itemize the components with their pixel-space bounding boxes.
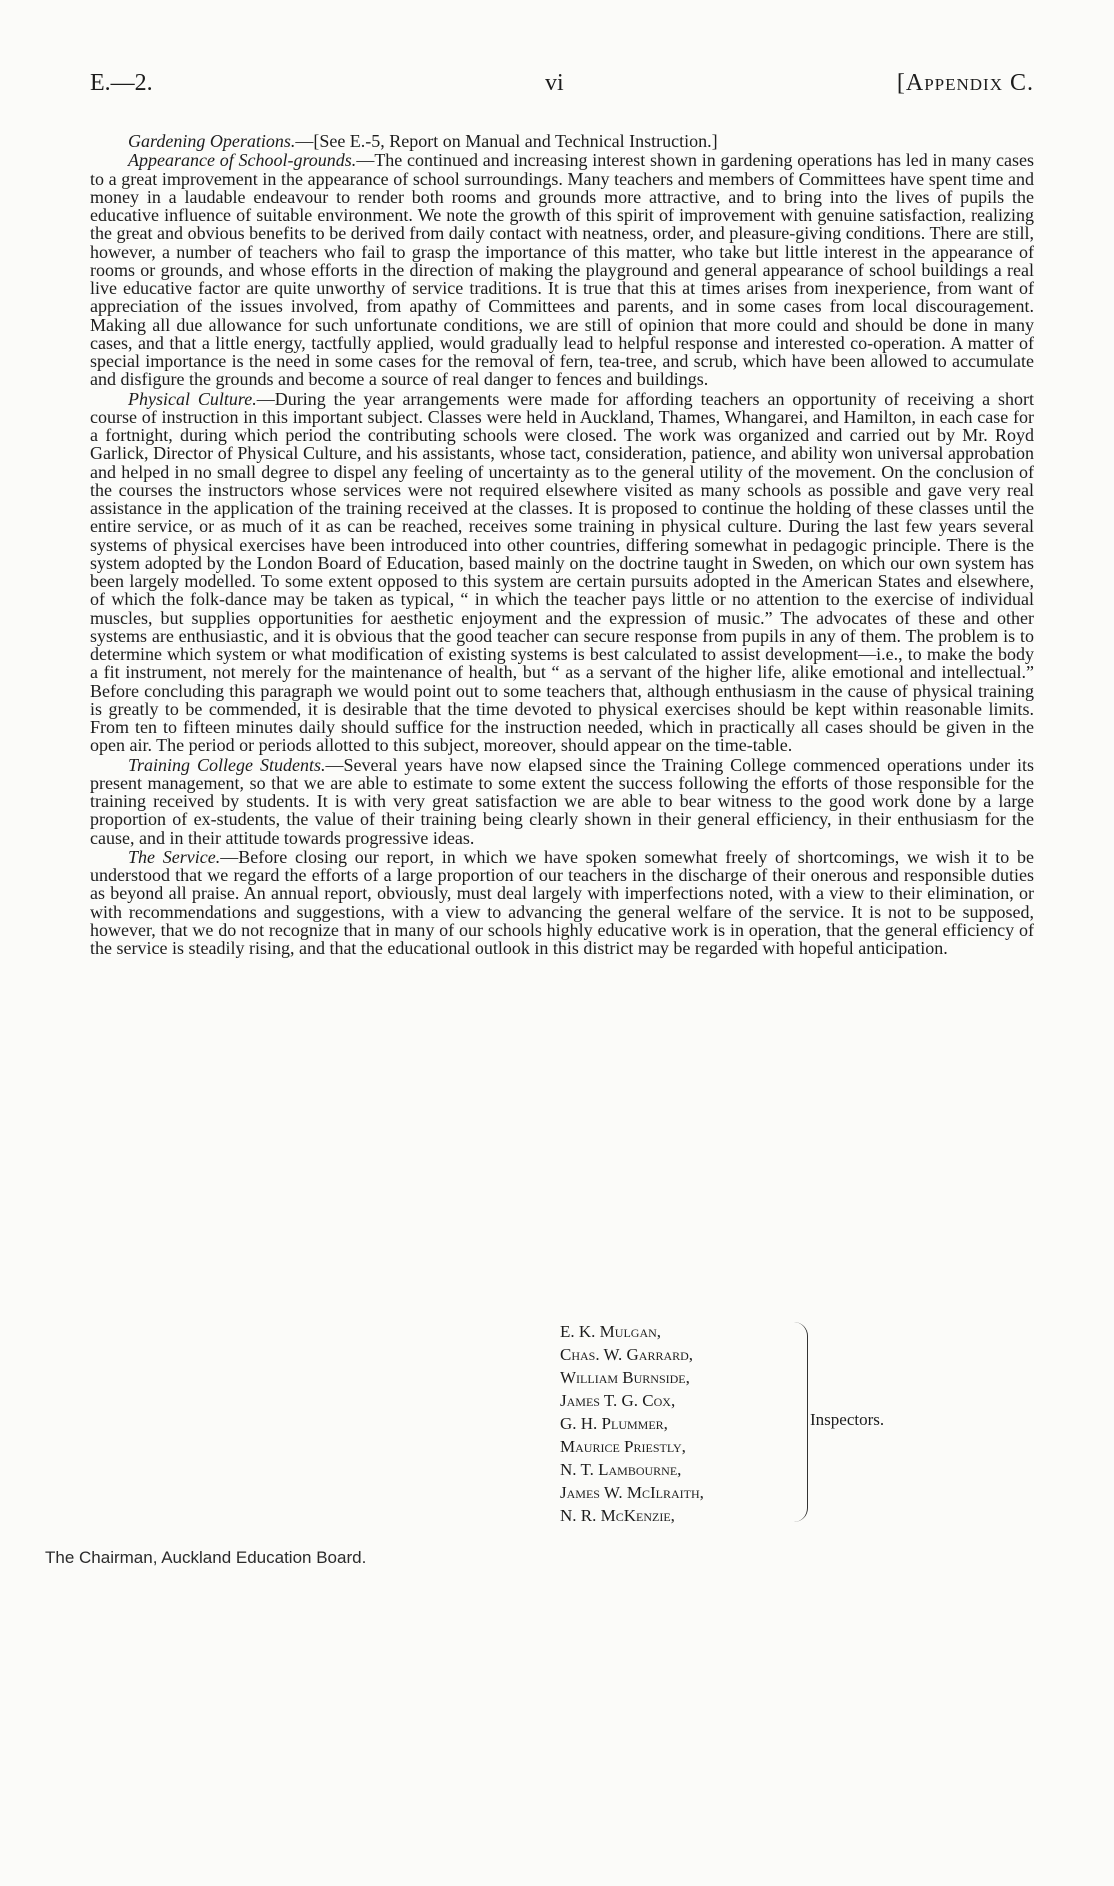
paragraph-text: —Several years have now elapsed since the Training College commenced operations under its present management, so that we are able to estimate to some extent the success following the efforts of those responsible for the training received by students. It is with very great satisfaction we are able to bear witness to the good work done by a large proportion of ex-students, the value of their training being clearly shown in their general efficiency, in their enthusiasm for the cause, and in their attitude towards progressive ideas. xyxy=(90,754,1034,848)
paragraph-heading: Physical Culture. xyxy=(128,388,257,409)
paragraph-text: —Before closing our report, in which we have spoken somewhat freely of shortcomings, we wish it to be understood that we regard the efforts of a large proportion of our teachers in the discharge of their onerous and responsible duties as beyond all praise. An annual report, obviously, must deal largely with imperfections noted, with a view to their elimination, or with recommendations and suggestions, with a view to advancing the general welfare of the service. It is not to be supposed, however, that we do not recognize that in many of our schools highly educative work is in operation, that the general efficiency of the service is steadily rising, and that the educational outlook in this district may be regarded with hopeful anticipation. xyxy=(90,846,1034,958)
addressee-line: The Chairman, Auckland Education Board. xyxy=(45,1548,367,1567)
paragraph-text: —The continued and increasing interest shown in gardening operations has led in many cases to a great improvement in the appearance of school surroundings. Many teachers and members of Committees have spent time and money in a laudable endeavour to render both rooms and grounds more attractive, and to bring into the lives of pupils the educative influence of suitable environment. We note the growth of this spirit of improvement with genuine satisfaction, realizing the great and obvious benefits to be derived from daily contact with neatness, order, and pleasure-giving conditions. There are still, however, a number of teachers who fail to grasp the importance of this matter, who take but little interest in the appearance of rooms or grounds, and whose efforts in the direction of making the playground and general appearance of school buildings a real live educative factor are quite unworthy of service traditions. It is true that this at times arises from inexperience, from want of appreciation of the issues involved, from apathy of Committees and parents, and in some cases from local discouragement. Making all due allowance for such unfortunate conditions, we are still of opinion that more could and should be done in many cases, and that a little energy, tactfully applied, would gradually lead to helpful response and interested co-operation. A matter of special importance is the need in some cases for the removal of fern, tea-tree, and scrub, which have been allowed to accumulate and disfigure the grounds and become a source of real danger to fences and buildings. xyxy=(90,150,1034,390)
signatory-name: N. T. Lambourne, xyxy=(560,1460,682,1479)
report-body xyxy=(90,132,1034,957)
paragraph-physical-culture xyxy=(90,390,1034,755)
paragraph-text: —[See E.-5, Report on Manual and Technical Instruction.] xyxy=(295,131,718,151)
signatory-name: James W. McIlraith, xyxy=(560,1483,704,1502)
document-code: E.—2. xyxy=(90,70,153,96)
paragraph-training-college xyxy=(90,756,1034,847)
paragraph-heading: Gardening Operations. xyxy=(128,131,296,151)
paragraph-service xyxy=(90,848,1034,958)
paragraph-heading: Appearance of School-grounds. xyxy=(128,150,357,171)
signatory-name: G. H. Plummer, xyxy=(560,1414,668,1433)
signatory-name: James T. G. Cox, xyxy=(560,1391,676,1410)
document-page xyxy=(90,70,1034,958)
signatory-name: E. K. Mulgan, xyxy=(560,1322,662,1341)
paragraph-school-grounds xyxy=(90,151,1034,388)
brace-bracket xyxy=(793,1322,808,1522)
paragraph-heading: Training College Students. xyxy=(128,754,326,775)
page-header xyxy=(90,70,1034,114)
paragraph-gardening xyxy=(90,132,1034,150)
appendix-label: [Appendix C. xyxy=(896,70,1034,96)
paragraph-heading: The Service. xyxy=(128,846,221,867)
signatory-name: N. R. McKenzie, xyxy=(560,1506,675,1525)
page-number: vi xyxy=(545,70,564,96)
signatory-name: Maurice Priestly, xyxy=(560,1437,686,1456)
signatory-name: Chas. W. Garrard, xyxy=(560,1345,694,1364)
signatory-name: William Burnside, xyxy=(560,1368,690,1387)
signatory-list xyxy=(560,1320,704,1527)
signatory-role: Inspectors. xyxy=(810,1410,885,1429)
paragraph-text: —During the year arrangements were made for affording teachers an opportunity of receiving a short course of instruction in this important subject. Classes were held in Auckland, Thames, Whangarei, and Hamilton, in each case for a fortnight, during which period the contributing schools were closed. The work was organized and carried out by Mr. Royd Garlick, Director of Physical Culture, and his assistants, whose tact, consideration, patience, and ability won universal approbation and helped in no small degree to dispel any feeling of uncertainty as to the general utility of the movement. On the conclusion of the courses the instructors whose services were not required elsewhere visited as many schools as possible and gave very real assistance in the application of the training received at the classes. It is proposed to continue the holding of these classes until the entire service, or as much of it as can be reached, receives some training in physical culture. During the last few years several systems of physical exercises have been introduced into other countries, differing somewhat in pedagogic principle. There is the system adopted by the London Board of Education, based mainly on the doctrine taught in Sweden, on which our own system has been largely modelled. To some extent opposed to this system are certain pursuits adopted in the American States and elsewhere, of which the folk-dance may be taken as typical, “ in which the teacher pays little or no attention to the exercise of individual muscles, but supplies opportunities for aesthetic enjoyment and the expression of music.” The advocates of these and other systems are enthusiastic, and it is obvious that the good teacher can secure response from pupils in any of them. The problem is to determine which system or what modification of existing systems is best calculated to assist development—i.e., to make the body a fit instrument, not merely for the maintenance of health, but “ as a servant of the higher life, alike emotional and intellectual.” Before concluding this paragraph we would point out to some teachers that, although enthusiasm in the cause of physical training is greatly to be commended, it is desirable that the time devoted to physical exercises should be kept within reasonable limits. From ten to fifteen minutes daily should suffice for the instruction needed, which in practically all cases should be given in the open air. The period or periods allotted to this subject, moreover, should appear on the time-table. xyxy=(90,388,1034,756)
